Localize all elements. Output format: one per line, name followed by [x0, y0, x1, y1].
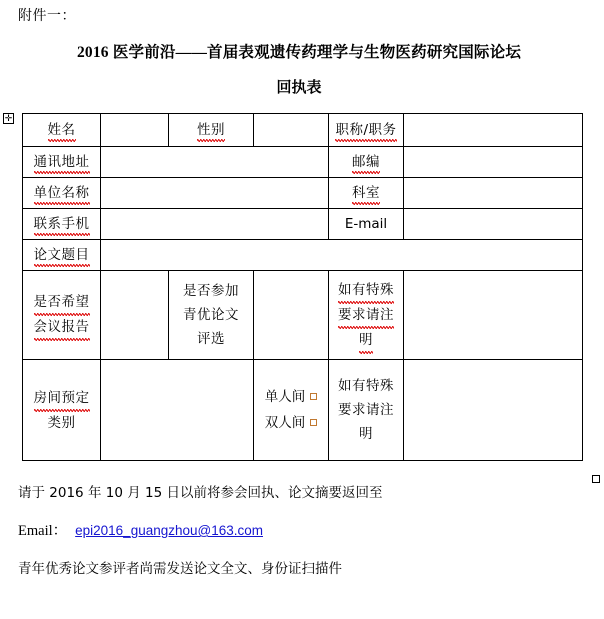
extra-note: 青年优秀论文参评者尚需发送论文全文、身份证扫描件 [18, 561, 342, 577]
label-room-type-line-1: 房间预定 [34, 386, 90, 411]
form-table-region [0, 113, 604, 461]
label-special-request-report [329, 271, 404, 360]
label-wish-report-line-2: 会议报告 [34, 315, 90, 340]
label-special-request-room [329, 360, 404, 461]
room-option-single-label: 单人间 [264, 389, 306, 405]
label-address-text: 通讯地址 [34, 152, 90, 173]
label-wish-report-line-1: 是否希望 [34, 290, 90, 315]
field-name[interactable] [101, 114, 169, 147]
room-option-single[interactable] [254, 384, 328, 410]
label-name [23, 114, 101, 147]
table-row [23, 360, 583, 461]
label-organization-text: 单位名称 [34, 183, 90, 204]
label-special-request-room-line-3: 明 [359, 426, 373, 442]
table-row [23, 114, 583, 147]
page-subtitle: 回执表 [276, 78, 322, 96]
label-paper-title-text: 论文题目 [34, 245, 90, 266]
field-mobile[interactable] [101, 209, 329, 240]
field-special-request-report[interactable] [404, 271, 583, 360]
label-name-text: 姓名 [48, 120, 76, 141]
document-footer [18, 483, 604, 579]
label-join-paper-award [169, 271, 254, 360]
field-paper-title[interactable] [101, 240, 583, 271]
field-department[interactable] [404, 178, 583, 209]
label-join-paper-award-line-1: 是否参加 [183, 283, 239, 299]
field-organization[interactable] [101, 178, 329, 209]
field-email[interactable] [404, 209, 583, 240]
label-paper-title [23, 240, 101, 271]
table-row [23, 147, 583, 178]
registration-form-table [22, 113, 583, 461]
label-special-request-report-line-2: 要求请注 [338, 303, 394, 328]
label-special-request-room-line-1: 如有特殊 [338, 378, 394, 394]
label-email: E-mail [329, 209, 404, 240]
field-postcode[interactable] [404, 147, 583, 178]
checkbox-single-room-icon[interactable] [310, 393, 317, 400]
label-gender-text: 性别 [197, 120, 225, 141]
email-line [18, 521, 604, 541]
label-address [23, 147, 101, 178]
table-resize-handle-icon[interactable] [592, 475, 600, 483]
room-option-double[interactable] [254, 410, 328, 436]
label-organization [23, 178, 101, 209]
label-postcode-text: 邮编 [352, 152, 380, 173]
table-row [23, 271, 583, 360]
label-department [329, 178, 404, 209]
label-department-text: 科室 [352, 183, 380, 204]
field-title-position[interactable] [404, 114, 583, 147]
attachment-label: 附件一： [18, 8, 76, 24]
room-option-double-label: 双人间 [264, 415, 306, 431]
field-wish-report[interactable] [101, 271, 169, 360]
label-special-request-room-line-2: 要求请注 [338, 402, 394, 418]
label-room-type-line-2: 类别 [47, 414, 76, 431]
label-mobile [23, 209, 101, 240]
table-row [23, 178, 583, 209]
table-row [23, 240, 583, 271]
field-special-request-room[interactable] [404, 360, 583, 461]
label-title-position-text: 职称/职务 [335, 120, 396, 141]
room-option-group [254, 360, 329, 461]
email-link[interactable]: epi2016_guangzhou@163.com [75, 523, 263, 538]
field-join-paper-award[interactable] [254, 271, 329, 360]
table-row [23, 209, 583, 240]
label-wish-report [23, 271, 101, 360]
label-mobile-text: 联系手机 [34, 214, 90, 235]
deadline-note: 请于 2016 年 10 月 15 日以前将参会回执、论文摘要返回至 [18, 485, 383, 501]
checkbox-double-room-icon[interactable] [310, 419, 317, 426]
label-title-position [329, 114, 404, 147]
field-gender[interactable] [254, 114, 329, 147]
email-label: Email： [18, 523, 68, 539]
label-room-type [23, 360, 101, 461]
label-join-paper-award-line-3: 评选 [197, 331, 225, 347]
page-title: 2016 医学前沿——首届表观遗传药理学与生物医药研究国际论坛 [76, 44, 522, 61]
label-gender [169, 114, 254, 147]
label-special-request-report-line-1: 如有特殊 [338, 278, 394, 303]
document-header [0, 0, 604, 97]
label-postcode [329, 147, 404, 178]
field-room-type[interactable] [101, 360, 254, 461]
label-special-request-report-line-3: 明 [359, 328, 373, 353]
field-address[interactable] [101, 147, 329, 178]
table-move-handle-icon[interactable]: ✛ [4, 113, 13, 123]
label-join-paper-award-line-2: 青优论文 [183, 307, 239, 323]
